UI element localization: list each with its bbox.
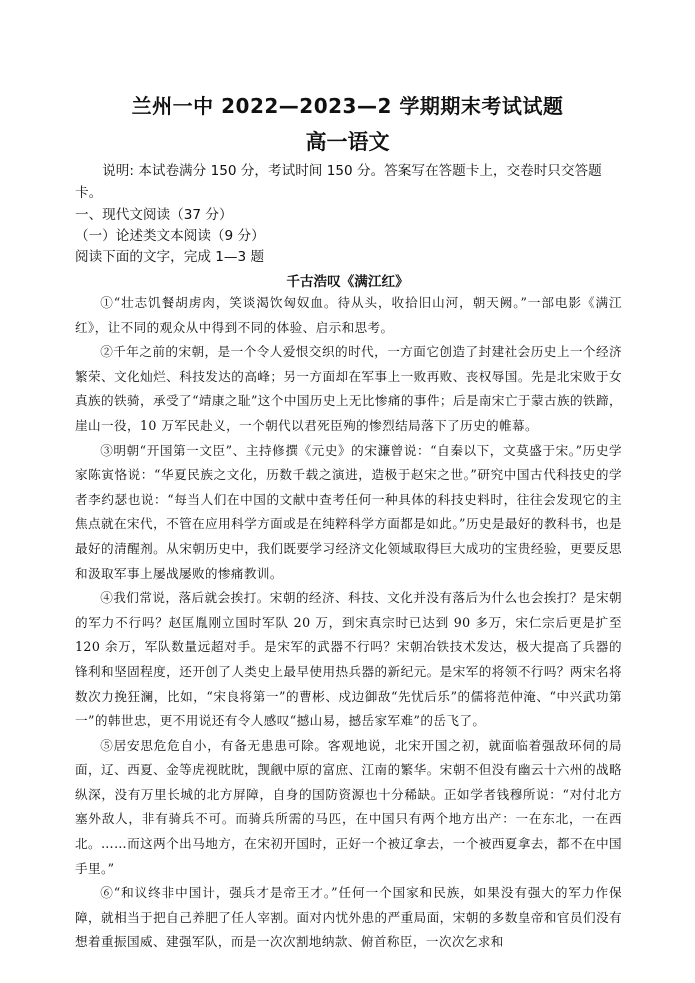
- article-paragraph: ⑤居安思危危自小，有备无患患可除。客观地说，北宋开国之初，就面临着强敌环伺的局面，辽、西夏、金等虎视眈眈，觊觎中原的富庶、江南的繁华。宋朝不但没有幽云十六州的战略纵深，没有万里长城的北方屏障，自身的国防资源也十分稀缺。正如学者钱穆所说：“对付北方塞外敌人，非有骑兵不可。而骑兵所需的马匹，在中国只有两个地方出产：一在东北，一在西北。……而这两个出马地方，在宋初开国时，正好一个被辽拿去，一个被西夏拿去，都不在中国手里。”: [75, 737, 622, 876]
- reading-prompt: 阅读下面的文字，完成 1—3 题: [75, 249, 265, 265]
- section-heading-argumentative: （一）论述类文本阅读（9 分）: [75, 228, 265, 244]
- article-paragraph: ②千年之前的宋朝，是一个令人爱恨交织的时代，一方面它创造了封建社会历史上一个经济繁荣、文化灿烂、科技发达的高峰；另一方面却在军事上一败再败、丧权辱国。先是北宋败于女真族的铁骑，承受了“靖康之耻”这个中国历史上无比惨痛的事件；后是南宋亡于蒙古族的铁蹄，崖山一役，10 万军民赴义，一个朝代以君死臣殉的惨烈结局落下了历史的帷幕。: [75, 344, 622, 433]
- article-paragraph: ①“壮志饥餐胡虏肉，笑谈渴饮匈奴血。待从头，收拾旧山河，朝天阙。”一部电影《满江红》，让不同的观众从中得到不同的体验、启示和思考。: [75, 295, 622, 335]
- exam-subject: 高一语文: [305, 130, 390, 154]
- section-heading-modern-reading: 一、现代文阅读（37 分）: [75, 207, 233, 223]
- exam-title: 兰州一中 2022—2023—2 学期期末考试试题: [131, 94, 564, 118]
- exam-instructions: 说明: 本试卷满分 150 分，考试时间 150 分。答案写在答题卡上，交卷时只交答题卡。: [75, 163, 602, 201]
- article-paragraph: ③明朝“开国第一文臣”、主持修撰《元史》的宋濂曾说：“自秦以下，文莫盛于宋。”历史学家陈寅恪说：“华夏民族之文化，历数千载之演进，造极于赵宋之世。”研究中国古代科技史的学者李约瑟也说：“每当人们在中国的文献中查考任何一种具体的科技史料时，往往会发现它的主焦点就在宋代，不管在应用科学方面或是在纯粹科学方面都是如此。”历史是最好的教科书，也是最好的清醒剂。从宋朝历史中，我们既要学习经济文化领域取得巨大成功的宝贵经验，更要反思和汲取军事上屡战屡败的惨痛教训。: [75, 442, 622, 581]
- article-paragraph: ⑥“和议终非中国计，强兵才是帝王才。”任何一个国家和民族，如果没有强大的军力作保障，就相当于把自己养肥了任人宰割。面对内忧外患的严重局面，宋朝的多数皇帝和官员们没有想着重振国威、建强军队，而是一次次割地纳款、俯首称臣，一次次乞求和: [75, 885, 622, 950]
- article-body: [75, 291, 622, 955]
- article-title: 千古浩叹《满江红》: [286, 274, 409, 290]
- article-paragraph: ④我们常说，落后就会挨打。宋朝的经济、科技、文化并没有落后为什么也会挨打？是宋朝的军力不行吗？赵匡胤刚立国时军队 20 万，到宋真宗时已达到 90 多万，宋仁宗后更是扩至 120 余万，军队数量远超对手。是宋军的武器不行吗？宋朝冶铁技术发达，极大提高了兵器的锋利和坚固程度，还开创了人类史上最早使用热兵器的新纪元。是宋军的将领不行吗？两宋名将数次力挽狂澜，比如，“宋良将第一”的曹彬、戍边御敌“先忧后乐”的儒将范仲淹、“中兴武功第一”的韩世忠，更不用说还有令人感叹“撼山易，撼岳家军难”的岳飞了。: [75, 590, 622, 729]
